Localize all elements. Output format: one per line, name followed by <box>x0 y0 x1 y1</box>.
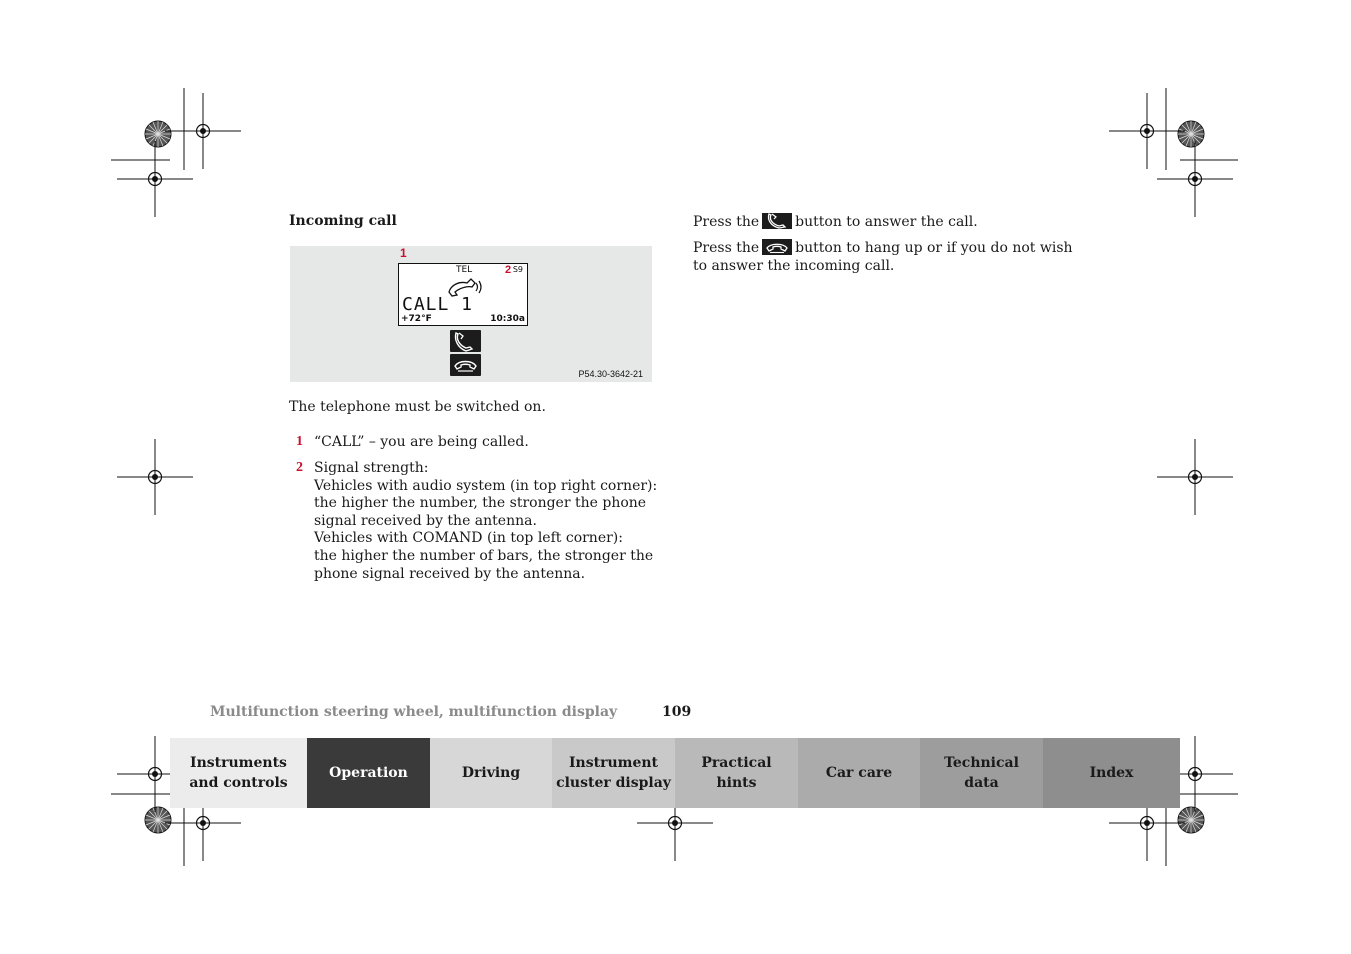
display-time: 10:30a <box>490 314 525 324</box>
list-item-line: signal received by the antenna. <box>314 512 537 529</box>
hangup-instruction <box>693 239 1073 275</box>
handset-answer-icon <box>762 213 792 229</box>
section-heading: Incoming call <box>289 213 397 229</box>
tab-practical-hints[interactable]: Practical hints <box>675 738 798 808</box>
hangup-prefix: Press the <box>693 240 760 256</box>
tab-technical-data[interactable]: Technical data <box>920 738 1043 808</box>
list-item-line: Vehicles with COMAND (in top left corner): <box>314 530 623 547</box>
answer-instruction <box>693 213 978 232</box>
answer-suffix: button to answer the call. <box>795 214 978 230</box>
chapter-navigation <box>170 738 1180 808</box>
tab-operation[interactable]: Operation <box>307 738 430 808</box>
item-number: 1 <box>296 434 303 449</box>
handset-hangup-icon <box>762 239 792 255</box>
answer-prefix: Press the <box>693 214 760 230</box>
tab-index[interactable]: Index <box>1043 738 1180 808</box>
tab-instrument-cluster-display[interactable]: Instrument cluster display <box>552 738 675 808</box>
list-item-line: the higher the number, the stronger the phone <box>314 495 647 512</box>
list-item-line: “CALL” – you are being called. <box>314 434 529 450</box>
answer-button-symbol <box>762 213 792 229</box>
handset-answer-icon <box>450 330 481 352</box>
list-item <box>314 460 657 583</box>
figure-display-illustration <box>290 246 652 382</box>
list-item-line: Signal strength: <box>314 460 429 476</box>
callout-2: 2 <box>505 264 512 276</box>
tab-car-care[interactable]: Car care <box>798 738 920 808</box>
page-number: 109 <box>662 704 692 720</box>
intro-text: The telephone must be switched on. <box>289 399 546 415</box>
list-item-line: Vehicles with audio system (in top right corner): <box>314 477 658 494</box>
list-item-line: phone signal received by the antenna. <box>314 565 586 582</box>
hangup-line-2: to answer the incoming call. <box>693 257 895 274</box>
display-label: TEL <box>456 265 473 275</box>
callout-1: 1 <box>400 246 407 260</box>
list-item-line: the higher the number of bars, the stronger the <box>314 547 654 564</box>
hangup-button-symbol <box>762 239 792 255</box>
tab-instruments-and-controls[interactable]: Instruments and controls <box>170 738 307 808</box>
answer-button-illustration <box>450 330 481 352</box>
hangup-suffix: button to hang up or if you do not wish <box>795 240 1073 256</box>
chapter-title: Multifunction steering wheel, multifunction display <box>210 704 618 720</box>
list-item <box>314 434 529 452</box>
handset-hangup-icon <box>450 354 481 376</box>
signal-strength-value: S9 <box>512 265 523 274</box>
multifunction-display <box>398 263 528 326</box>
tab-driving[interactable]: Driving <box>430 738 552 808</box>
display-temperature: +72°F <box>401 314 432 324</box>
figure-code: P54.30-3642-21 <box>578 369 643 379</box>
display-call-text: CALL 1 <box>402 294 474 315</box>
item-number: 2 <box>296 460 303 475</box>
hangup-button-illustration <box>450 354 481 376</box>
